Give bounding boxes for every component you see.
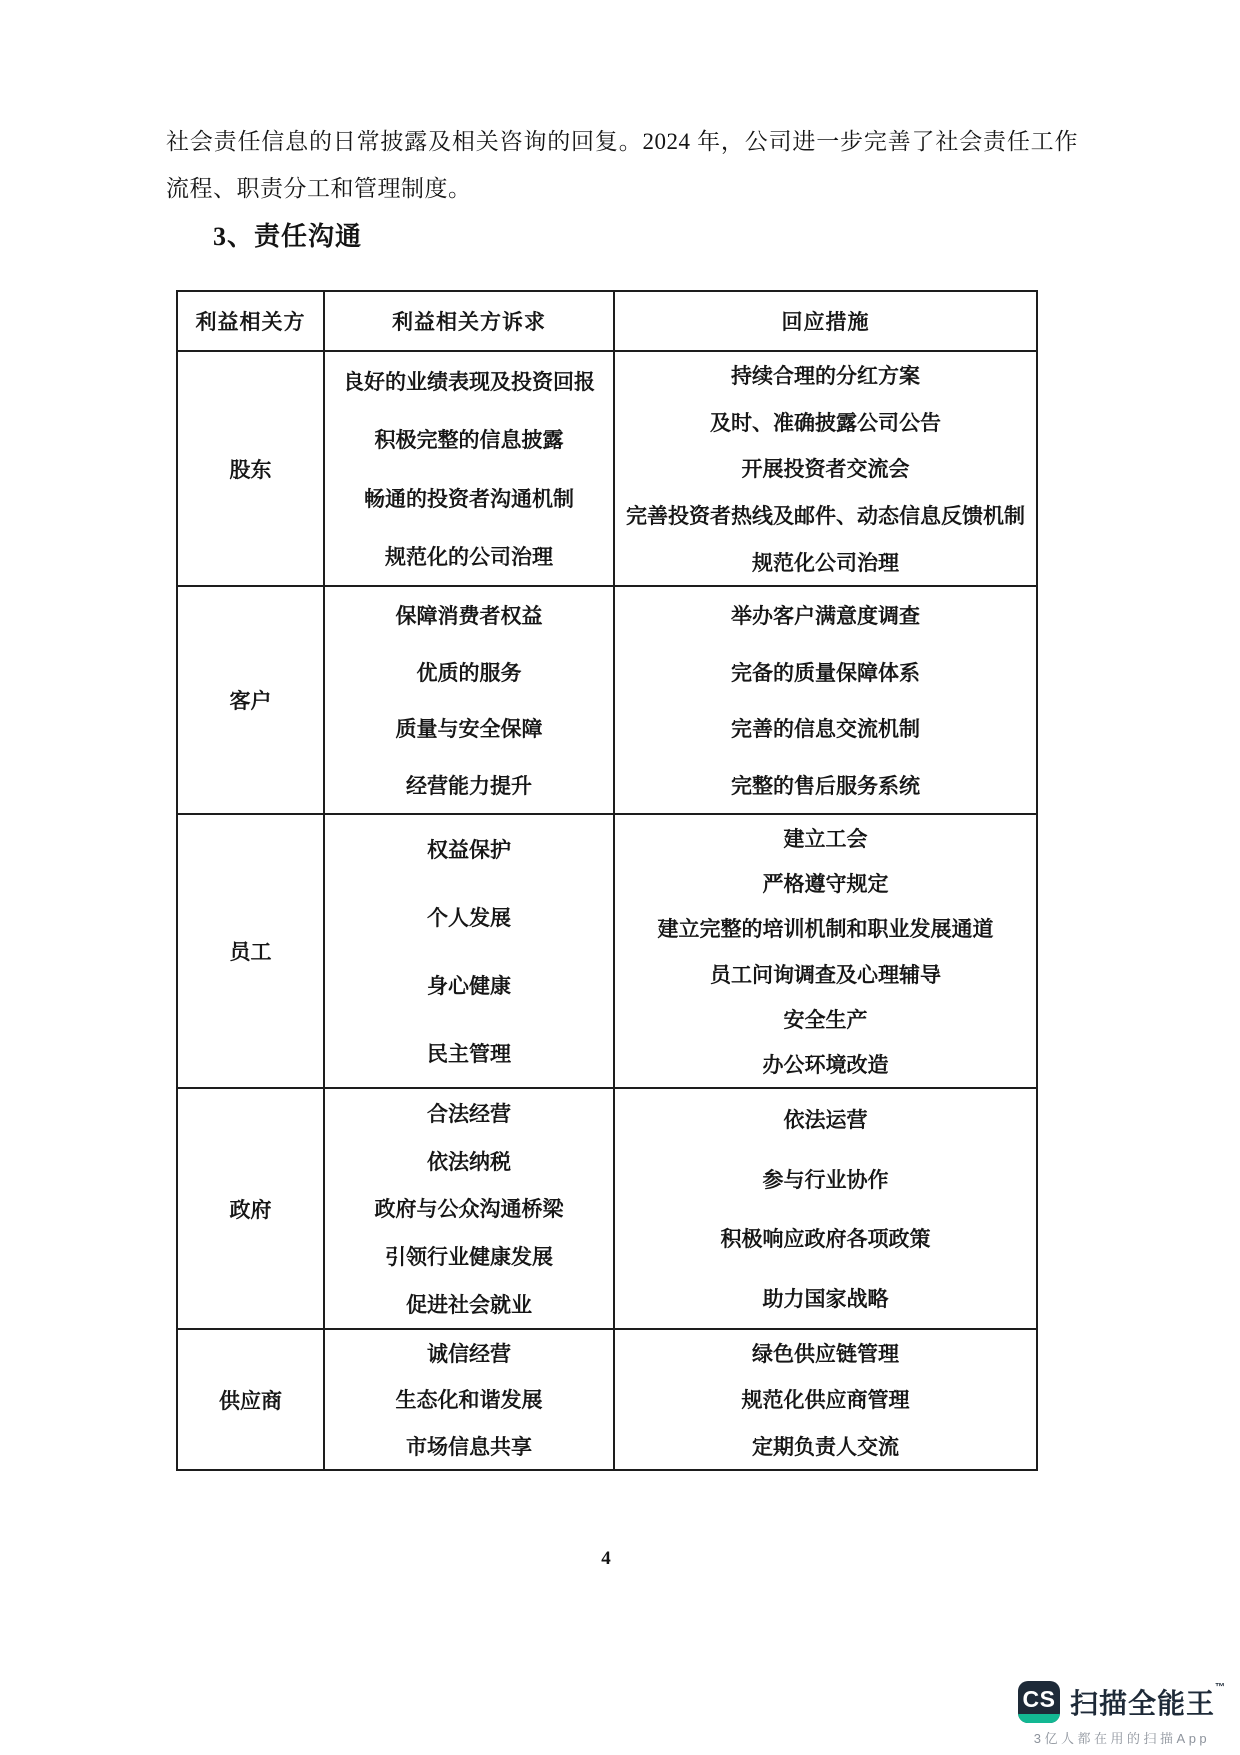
response-item: 参与行业协作	[762, 1167, 889, 1192]
camscanner-watermark	[1018, 1681, 1226, 1747]
demand-item: 经营能力提升	[406, 773, 532, 798]
demand-item: 促进社会就业	[406, 1293, 532, 1318]
demand-item: 积极完整的信息披露	[374, 428, 564, 453]
responses-cell	[614, 351, 1037, 586]
response-item: 举办客户满意度调查	[731, 604, 920, 629]
demand-item: 规范化的公司治理	[385, 544, 553, 569]
responses-cell	[614, 586, 1037, 814]
demand-item: 合法经营	[427, 1101, 511, 1126]
camscanner-logo-text: CS	[1022, 1685, 1056, 1712]
response-item: 持续合理的分红方案	[731, 364, 920, 389]
response-item: 助力国家战略	[762, 1287, 889, 1312]
table-row	[177, 351, 1037, 586]
demands-cell	[324, 586, 614, 814]
demand-item: 依法纳税	[427, 1149, 511, 1174]
responses-cell	[614, 1088, 1037, 1329]
response-item: 绿色供应链管理	[752, 1342, 899, 1367]
demand-item: 质量与安全保障	[395, 717, 543, 742]
stakeholder-cell: 供应商	[177, 1329, 324, 1470]
camscanner-tagline: 3亿人都在用的扫描App	[1033, 1731, 1211, 1746]
section-title: 3、责任沟通	[213, 222, 363, 251]
stakeholder-cell: 股东	[177, 351, 324, 586]
app-name-text: 扫描全能王	[1069, 1688, 1215, 1719]
stakeholder-cell: 员工	[177, 814, 324, 1088]
demand-item: 良好的业绩表现及投资回报	[343, 370, 595, 395]
response-item: 完善的信息交流机制	[731, 717, 920, 742]
header-stakeholder: 利益相关方	[177, 291, 324, 351]
demands-cell	[324, 351, 614, 586]
demands-cell	[324, 1088, 614, 1329]
table-row	[177, 1088, 1037, 1329]
response-item: 完整的售后服务系统	[731, 773, 920, 798]
response-item: 完备的质量保障体系	[731, 660, 920, 685]
demand-item: 权益保护	[427, 838, 511, 862]
response-item: 规范化供应商管理	[741, 1388, 910, 1413]
trademark-symbol: ™	[1215, 1682, 1226, 1693]
demand-item: 民主管理	[427, 1042, 511, 1066]
stakeholder-table	[176, 290, 1038, 1471]
demand-item: 诚信经营	[427, 1342, 511, 1367]
camscanner-logo-icon	[1018, 1681, 1060, 1723]
demand-item: 个人发展	[427, 906, 511, 930]
demand-item: 引领行业健康发展	[385, 1245, 553, 1270]
table-row	[177, 586, 1037, 814]
header-demands: 利益相关方诉求	[324, 291, 614, 351]
demand-item: 市场信息共享	[406, 1434, 532, 1459]
camscanner-logo-green-bar	[1018, 1714, 1060, 1723]
response-item: 员工问询调查及心理辅导	[710, 962, 941, 987]
stakeholder-cell: 政府	[177, 1088, 324, 1329]
camscanner-app-name	[1070, 1682, 1226, 1722]
table-row	[177, 1329, 1037, 1470]
stakeholder-cell: 客户	[177, 586, 324, 814]
response-item: 建立完整的培训机制和职业发展通道	[657, 917, 994, 942]
demand-item: 畅通的投资者沟通机制	[364, 486, 574, 511]
demands-cell	[324, 1329, 614, 1470]
response-item: 完善投资者热线及邮件、动态信息反馈机制	[626, 504, 1025, 529]
response-item: 建立工会	[783, 826, 868, 851]
table-header-row	[177, 291, 1037, 351]
response-item: 办公环境改造	[762, 1053, 889, 1078]
demand-item: 优质的服务	[416, 660, 522, 685]
responses-cell	[614, 814, 1037, 1088]
response-item: 定期负责人交流	[752, 1434, 899, 1459]
response-item: 及时、准确披露公司公告	[710, 410, 941, 435]
response-item: 开展投资者交流会	[741, 457, 910, 482]
camscanner-logo-row	[1018, 1681, 1226, 1723]
response-item: 安全生产	[783, 1007, 868, 1032]
response-item: 规范化公司治理	[752, 550, 899, 575]
page-number: 4	[601, 1548, 611, 1569]
response-item: 严格遵守规定	[762, 871, 889, 896]
response-item: 依法运营	[783, 1107, 868, 1132]
demand-item: 身心健康	[427, 974, 511, 998]
table-row	[177, 814, 1037, 1088]
demand-item: 保障消费者权益	[395, 604, 543, 629]
response-item: 积极响应政府各项政策	[720, 1227, 931, 1252]
header-responses: 回应措施	[614, 291, 1037, 351]
responses-cell	[614, 1329, 1037, 1470]
demands-cell	[324, 814, 614, 1088]
demand-item: 生态化和谐发展	[395, 1388, 543, 1413]
demand-item: 政府与公众沟通桥梁	[374, 1197, 564, 1222]
intro-paragraph: 社会责任信息的日常披露及相关咨询的回复。2024 年，公司进一步完善了社会责任工作流程、职责分工和管理制度。	[166, 129, 1078, 201]
